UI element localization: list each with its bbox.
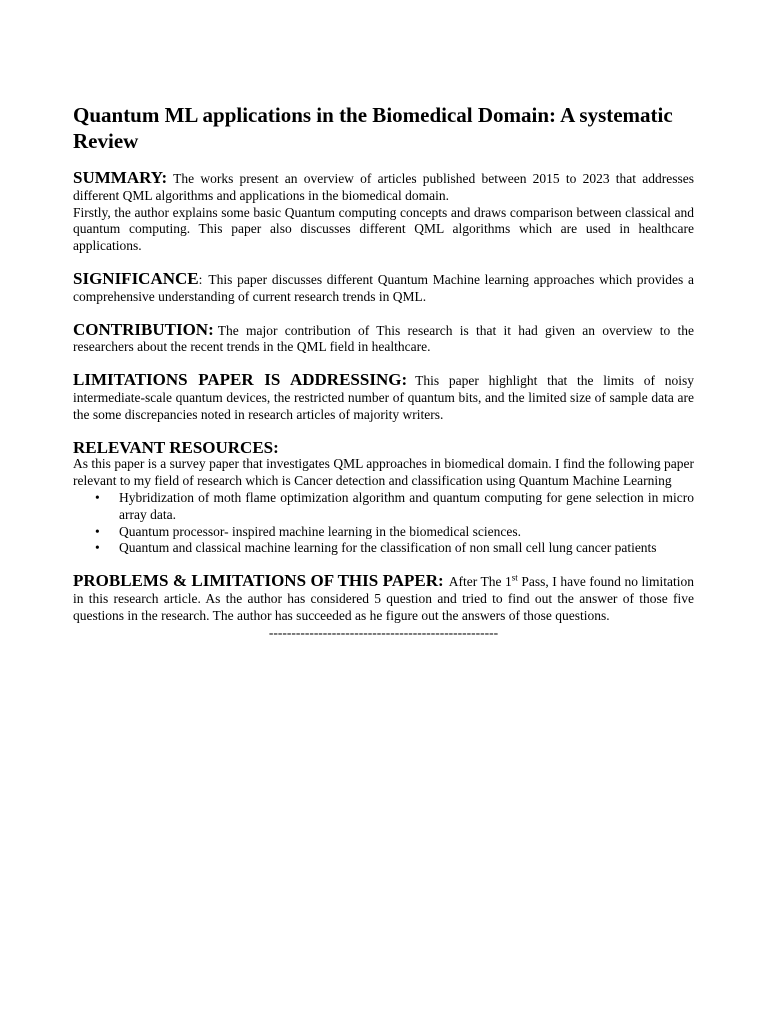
resource-item-text: Quantum and classical machine learning for the classification of non small cell lung cancer patients — [119, 540, 657, 556]
significance-heading: SIGNIFICANCE — [73, 268, 199, 288]
resource-item-text: Hybridization of moth flame optimization algorithm and quantum computing for gene selection in micro array data. — [119, 489, 694, 522]
significance-section — [73, 268, 694, 306]
list-item — [73, 524, 694, 541]
resource-item-text: Quantum processor- inspired machine learning in the biomedical sciences. — [119, 523, 521, 539]
summary-section — [73, 170, 694, 255]
bullet-icon: • — [95, 523, 100, 539]
summary-text-second: Firstly, the author explains some basic Quantum computing concepts and draws comparison between classical and quantum computing. This paper also discusses different QML algorithms which are used in healthcare applications. — [73, 204, 694, 254]
significance-colon: : — [198, 271, 203, 287]
contribution-section — [73, 319, 694, 357]
significance-text: This paper discusses different Quantum Machine learning approaches which provides a comprehensive understanding of current research trends in QML. — [73, 271, 694, 304]
bullet-icon: • — [95, 540, 100, 556]
limitations-addressing-text: This paper highlight that the limits of noisy intermediate-scale quantum devices, the restricted number of quantum bits, and the limited size of sample data are the some discrepancies noted in research articles of majority writers. — [73, 373, 695, 422]
list-item — [73, 490, 694, 524]
problems-text-start: After The 1 — [448, 574, 512, 590]
document-page — [73, 102, 694, 641]
contribution-text: The major contribution of This research is that it had given an overview to the researchers about the recent trends in the QML field in healthcare. — [73, 322, 694, 355]
relevant-resources-section — [73, 437, 694, 558]
bullet-icon: • — [95, 489, 100, 505]
document-title: Quantum ML applications in the Biomedical Domain: A systematic Review — [73, 103, 673, 153]
list-item — [73, 540, 694, 557]
limitations-addressing-heading: LIMITATIONS PAPER IS ADDRESSING: — [73, 370, 408, 390]
problems-section — [73, 573, 694, 624]
divider-line: --------------------------------------------------- — [268, 624, 499, 640]
limitations-addressing-section — [73, 372, 694, 423]
relevant-resources-text: As this paper is a survey paper that investigates QML approaches in biomedical domain. I find the following paper relevant to my field of research which is Cancer detection and classification using Quantum Machine Learning — [73, 456, 694, 489]
resource-list — [73, 490, 694, 557]
problems-text-end: Pass, I have found no limitation in this research article. As the author has considered 5 question and tried to find out the answer of those five questions in the research. The author has succeeded as he figure out the answers of those questions. — [73, 574, 694, 623]
contribution-heading: CONTRIBUTION: — [73, 319, 214, 339]
problems-heading: PROBLEMS & LIMITATIONS OF THIS PAPER: — [73, 571, 444, 591]
relevant-resources-heading: RELEVANT RESOURCES: — [73, 437, 279, 457]
problems-superscript: st — [511, 572, 518, 583]
summary-text: The works present an overview of articles published between 2015 to 2023 that addresses different QML algorithms and applications in the biomedical domain. — [73, 171, 694, 203]
summary-heading: SUMMARY: — [73, 168, 168, 187]
